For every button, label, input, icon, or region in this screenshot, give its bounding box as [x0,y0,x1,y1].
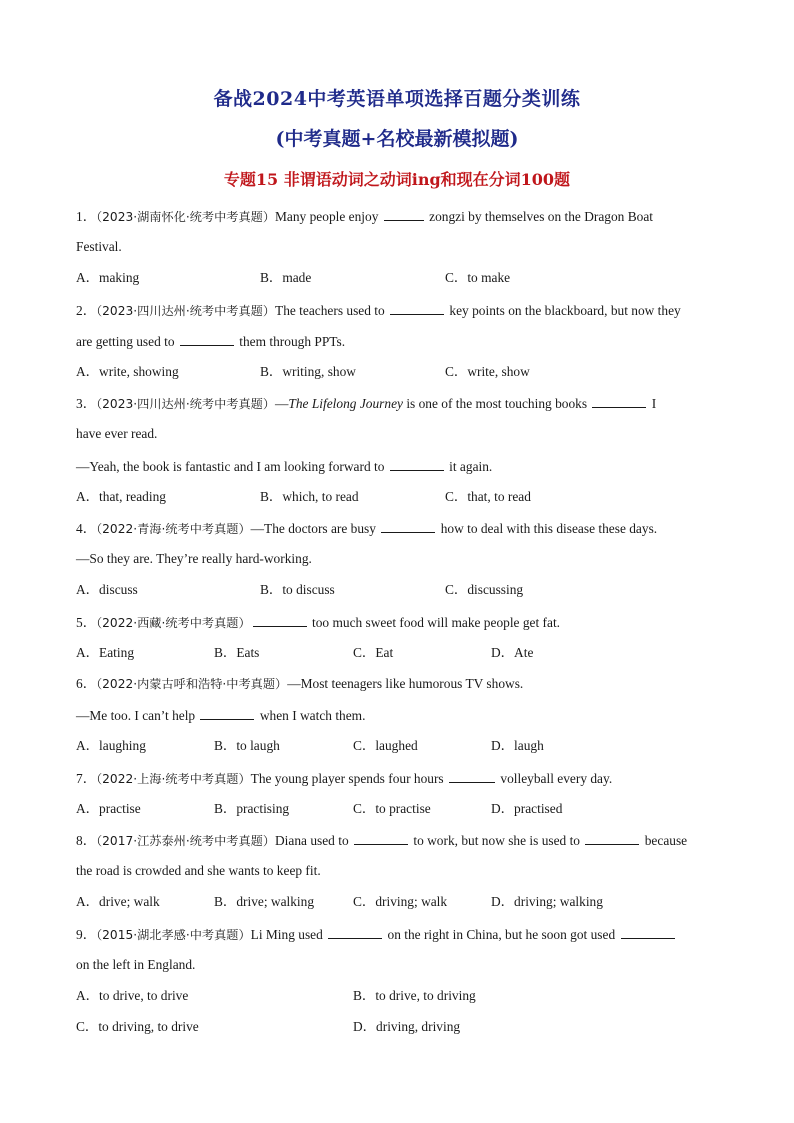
option-a: A．that, reading [76,489,166,504]
option-b: B．which, to read [260,489,359,504]
question-source: （2023·四川达州·统考中考真题） [96,397,276,411]
question-1-stem-cont: Festival. [76,239,122,254]
question-6-stem: 6．（2022·内蒙古呼和浩特·中考真题）—Most teenagers like humorous TV shows. [76,676,524,691]
answer-blank [354,831,408,845]
answer-blank [621,925,675,939]
option-c: C．to practise [353,801,431,816]
question-7-stem: 7．（2022·上海·统考中考真题）The young player spends four hours volleyball every day. [76,771,613,786]
question-3-stem: 3．（2023·四川达州·统考中考真题）—The Lifelong Journey is one of the most touching books I [76,396,657,411]
question-8-stem-cont: the road is crowded and she wants to keep fit. [76,863,321,878]
question-9-stem: 9．（2015·湖北孝感·中考真题）Li Ming used on the right in China, but he soon got used [76,925,677,944]
question-4-reply: —So they are. They’re really hard-working. [76,551,312,566]
answer-blank [384,207,424,221]
answer-blank [585,831,639,845]
question-1-stem: 1．（2023·湖南怀化·统考中考真题）Many people enjoy zongzi by themselves on the Dragon Boat [76,209,653,224]
question-2-stem: 2．（2023·四川达州·统考中考真题）The teachers used to key points on the blackboard, but now they [76,303,681,318]
option-b: B．writing, show [260,364,356,379]
question-6-reply: —Me too. I can’t help when I watch them. [76,708,366,723]
question-source: （2023·湖南怀化·统考中考真题） [96,210,276,224]
option-c: C．that, to read [445,489,531,504]
option-c: C．driving; walk [353,894,448,909]
option-b: B．to drive, to driving [353,988,476,1003]
question-2-stem-cont: are getting used to them through PPTs. [76,334,346,349]
option-d: D．laugh [491,738,544,753]
option-c: C．to driving, to drive [76,1019,199,1034]
answer-blank [381,519,435,533]
option-a: A．to drive, to drive [76,988,189,1003]
question-5-stem: 5．（2022·西藏·统考中考真题） too much sweet food will make people get fat. [76,615,561,630]
option-a: A．practise [76,801,141,816]
option-c: C．discussing [445,582,524,597]
question-source: （2023·四川达州·统考中考真题） [96,304,276,318]
question-source: （2022·上海·统考中考真题） [96,772,251,786]
option-a: A．discuss [76,582,138,597]
option-c: C．to make [445,270,511,285]
question-4-stem: 4．（2022·青海·统考中考真题）—The doctors are busy how to deal with this disease these days. [76,521,658,536]
question-source: （2022·内蒙古呼和浩特·中考真题） [96,677,288,691]
answer-blank [390,457,444,471]
question-3-reply: —Yeah, the book is fantastic and I am looking forward to it again. [76,459,493,474]
option-a: A．making [76,270,140,285]
answer-blank [180,332,234,346]
option-d: D．practised [491,801,563,816]
answer-blank [253,613,307,627]
answer-blank [200,706,254,720]
document-subtitle: (中考真题+名校最新模拟题) [275,128,519,150]
option-b: B．to laugh [214,738,280,753]
answer-blank [328,925,382,939]
option-b: B．Eats [214,645,260,660]
option-b: B．practising [214,801,290,816]
answer-blank [449,769,495,783]
option-c: C．Eat [353,645,394,660]
option-c: C．laughed [353,738,418,753]
answer-blank [592,394,646,408]
book-title: The Lifelong Journey [288,396,403,411]
question-8-stem: 8．（2017·江苏泰州·统考中考真题）Diana used to to work, but now she is used to because [76,833,688,848]
option-b: B．to discuss [260,582,335,597]
option-a: A．Eating [76,645,135,660]
option-b: B．drive; walking [214,894,315,909]
question-source: （2017·江苏泰州·统考中考真题） [96,834,276,848]
option-c: C．write, show [445,364,530,379]
topic-heading: 专题15 非谓语动词之动词ing和现在分词100题 [223,170,571,189]
question-source: （2015·湖北孝感·中考真题） [96,928,251,942]
option-d: D．driving; walking [491,894,603,909]
question-3-stem-cont: have ever read. [76,426,158,441]
option-a: A．drive; walk [76,894,160,909]
option-a: A．write, showing [76,364,179,379]
option-b: B．made [260,270,312,285]
document-title: 备战2024中考英语单项选择百题分类训练 [213,88,581,110]
question-source: （2022·西藏·统考中考真题） [96,616,251,630]
question-source: （2022·青海·统考中考真题） [96,522,251,536]
question-9-stem-cont: on the left in England. [76,957,196,972]
option-d: D．driving, driving [353,1019,461,1034]
answer-blank [390,301,444,315]
option-a: A．laughing [76,738,146,753]
option-d: D．Ate [491,645,534,660]
